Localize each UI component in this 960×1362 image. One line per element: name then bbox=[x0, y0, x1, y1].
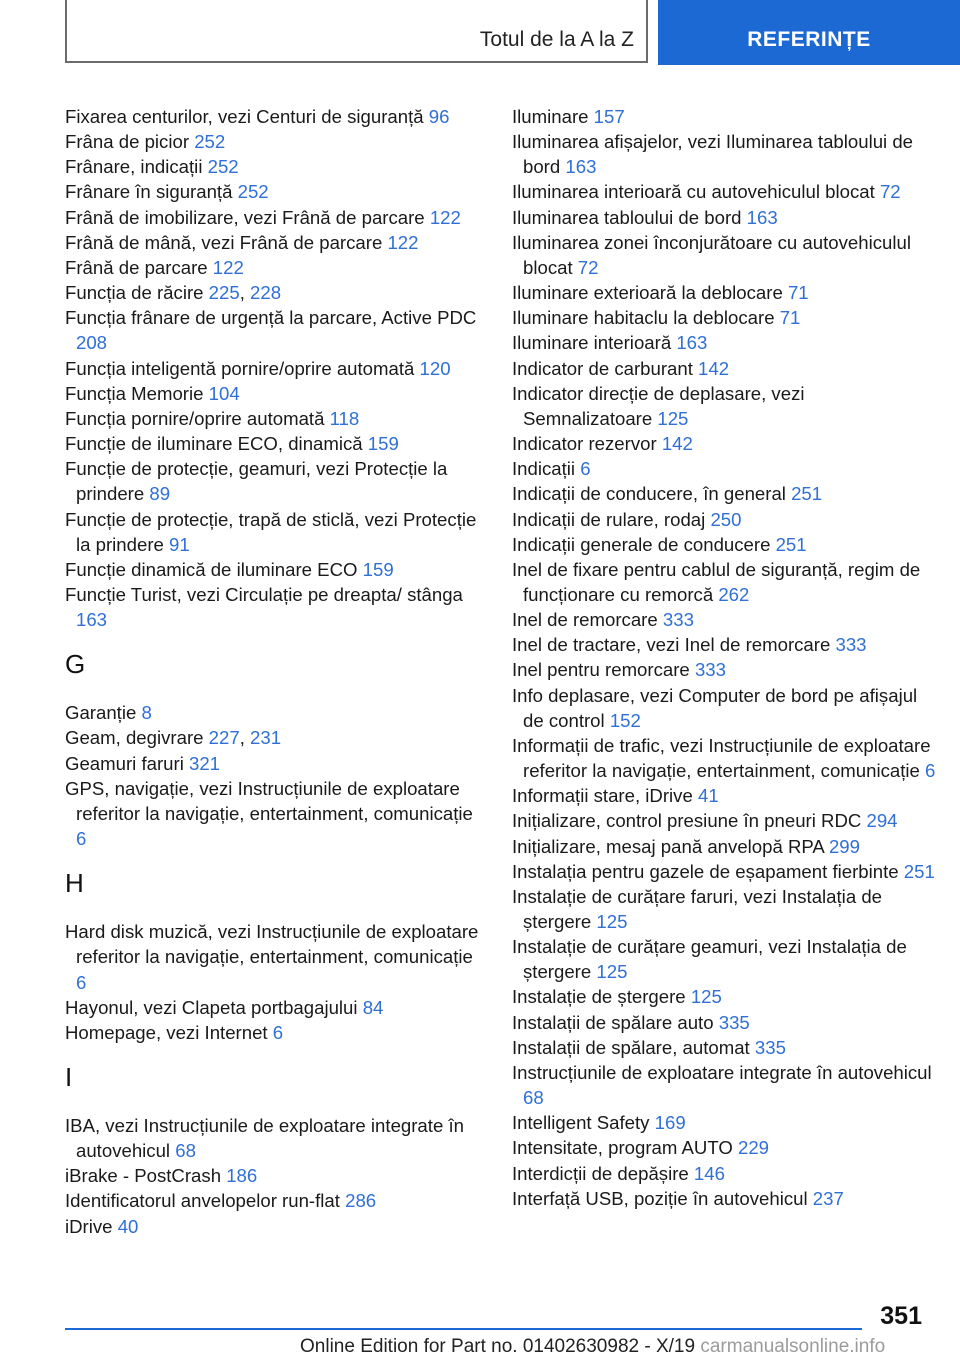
index-entry-text: Hard disk muzică, vezi Instrucțiunile de exploatare referitor la navigație, entertainment, comunicație bbox=[65, 921, 479, 968]
index-entry bbox=[512, 607, 937, 632]
page-link[interactable]: 333 bbox=[662, 609, 694, 631]
index-entry-text: Fixarea centurilor, vezi Centuri de siguranță bbox=[65, 106, 429, 127]
page-link[interactable]: 122 bbox=[429, 206, 461, 228]
index-entry bbox=[65, 557, 485, 582]
index-entry-text: Intensitate, program AUTO bbox=[512, 1137, 738, 1159]
index-entry-text: Iluminare bbox=[512, 106, 594, 127]
index-entry bbox=[512, 733, 937, 783]
index-entry bbox=[65, 381, 485, 406]
page-link[interactable]: 250 bbox=[710, 508, 742, 530]
index-letter-heading: I bbox=[65, 1062, 73, 1092]
index-entry-text: Instalație de ștergere bbox=[512, 986, 691, 1008]
index-entry bbox=[512, 280, 937, 305]
index-entry-text: iBrake - PostCrash bbox=[65, 1165, 227, 1187]
index-entry-text: Funcția frânare de urgență la parcare, Active PDC bbox=[65, 307, 477, 329]
index-entry bbox=[65, 582, 485, 632]
index-entry bbox=[65, 776, 485, 851]
index-entry bbox=[512, 834, 937, 859]
index-entry bbox=[65, 255, 485, 280]
page-link[interactable]: 152 bbox=[609, 709, 641, 731]
index-entry bbox=[512, 934, 937, 984]
page-link[interactable]: 120 bbox=[419, 357, 451, 379]
index-entry-text: Frână de mână, vezi Frână de parcare bbox=[65, 231, 388, 253]
index-entry bbox=[65, 205, 485, 230]
index-entry: Geam, degivrare 227, 231 bbox=[65, 727, 282, 749]
index-entry bbox=[512, 557, 937, 607]
index-letter-heading: G bbox=[65, 649, 86, 680]
page-link[interactable]: 68 bbox=[523, 1087, 544, 1109]
index-entry bbox=[65, 104, 485, 129]
index-entry-text: Inel de remorcare bbox=[512, 609, 663, 631]
index-entry-text: Instalația pentru gazele de eșapament fierbinte bbox=[512, 860, 904, 882]
index-entry-text: Info deplasare, vezi Computer de bord pe afișajul de control bbox=[512, 684, 918, 731]
index-entry-text: Instalații de spălare auto bbox=[512, 1011, 719, 1033]
page-link[interactable]: 163 bbox=[746, 206, 778, 228]
index-entry-text: Inel de tractare, vezi Inel de remorcare bbox=[512, 634, 836, 656]
page-link[interactable]: 6 bbox=[580, 458, 591, 480]
index-entry bbox=[512, 456, 937, 481]
index-entry-text: Funcție de protecție, geamuri, vezi Protecție la prindere bbox=[65, 458, 448, 505]
page-link[interactable]: 118 bbox=[329, 407, 360, 429]
page-link[interactable]: 208 bbox=[76, 332, 108, 354]
page-link[interactable]: 251 bbox=[775, 533, 807, 555]
page-link[interactable]: 71 bbox=[779, 307, 801, 329]
index-entry bbox=[65, 1020, 485, 1045]
page-link[interactable]: 333 bbox=[694, 659, 726, 681]
page-header bbox=[0, 0, 960, 66]
index-entry bbox=[65, 751, 485, 776]
index-entry-text: Indicator de carburant bbox=[512, 357, 699, 379]
footer bbox=[300, 1336, 885, 1358]
footer-divider bbox=[65, 1328, 862, 1330]
index-entry bbox=[65, 919, 485, 994]
index-entry bbox=[65, 179, 485, 204]
index-entry bbox=[512, 1010, 937, 1035]
index-entry bbox=[65, 700, 485, 725]
page-link[interactable]: 333 bbox=[835, 634, 867, 656]
page-link[interactable]: 251 bbox=[903, 860, 935, 882]
index-entry bbox=[65, 1113, 485, 1163]
index-entry-text: Inel de fixare pentru cablul de siguranță, regim de funcționare cu remorcă bbox=[512, 558, 921, 605]
chapter-tab bbox=[658, 0, 960, 65]
index-entry bbox=[512, 657, 937, 682]
index-entry bbox=[512, 532, 937, 557]
page-link[interactable]: 252 bbox=[194, 131, 226, 153]
index-entry bbox=[512, 481, 937, 506]
index-entry bbox=[65, 1163, 485, 1188]
index-entry-text: Funcția Memorie bbox=[65, 382, 209, 404]
page-link[interactable]: 251 bbox=[791, 483, 823, 505]
index-entry bbox=[512, 984, 937, 1009]
index-entry-text: Intelligent Safety bbox=[512, 1112, 655, 1134]
section-title: Totul de la A la Z bbox=[479, 28, 634, 51]
page-link[interactable]: 125 bbox=[657, 407, 689, 429]
page-link[interactable]: 68 bbox=[175, 1140, 196, 1162]
index-entry bbox=[512, 1161, 937, 1186]
index-entry-text: Funcție de protecție, trapă de sticlă, vezi Protecție la prindere bbox=[65, 508, 477, 555]
page-link[interactable]: 163 bbox=[76, 609, 108, 631]
index-entry bbox=[512, 129, 937, 179]
index-entry bbox=[512, 381, 937, 431]
page-link[interactable]: 321 bbox=[189, 752, 221, 774]
index-entry bbox=[65, 406, 485, 431]
index-entry bbox=[512, 783, 937, 808]
page-link[interactable]: 252 bbox=[237, 181, 269, 203]
page-link[interactable]: 122 bbox=[387, 231, 419, 253]
page-link[interactable]: 252 bbox=[207, 156, 239, 178]
index-entry bbox=[512, 632, 937, 657]
page-link[interactable]: 335 bbox=[718, 1011, 750, 1033]
index-entry-text: Interfață USB, poziție în autovehicul bbox=[512, 1187, 813, 1209]
index-entry bbox=[65, 230, 485, 255]
index-entry-text: Inel pentru remorcare bbox=[512, 659, 695, 681]
index-entry bbox=[65, 154, 485, 179]
index-entry bbox=[65, 129, 485, 154]
page-link[interactable]: 72 bbox=[879, 181, 901, 203]
index-entry-text: Indicații de rulare, rodaj bbox=[512, 508, 711, 530]
page-link[interactable]: 91 bbox=[169, 533, 190, 555]
page-link[interactable]: 96 bbox=[428, 106, 450, 127]
index-entry-text: Funcția de răcire bbox=[65, 282, 209, 304]
page-link[interactable]: 125 bbox=[596, 911, 628, 932]
index-entry bbox=[512, 1035, 937, 1060]
index-entry bbox=[512, 1135, 937, 1160]
page-link[interactable]: 237 bbox=[812, 1187, 844, 1209]
index-entry-text: Iluminare exterioară la deblocare bbox=[512, 282, 788, 304]
index-entry-text: Frânare, indicații bbox=[65, 156, 208, 178]
page-link[interactable]: 71 bbox=[787, 282, 809, 304]
index-entry-text: Geam, degivrare bbox=[65, 727, 209, 749]
index-entry-text: Hayonul, vezi Clapeta portbagajului bbox=[65, 996, 363, 1018]
page-link[interactable]: 157 bbox=[593, 106, 625, 127]
page-link[interactable]: 186 bbox=[226, 1165, 258, 1187]
page-link[interactable]: 231 bbox=[250, 727, 282, 749]
page-link[interactable]: 122 bbox=[212, 256, 244, 278]
index-entry bbox=[65, 995, 485, 1020]
page-link[interactable]: 159 bbox=[367, 433, 399, 455]
index-entry-text: Iluminare interioară bbox=[512, 332, 677, 354]
page-link[interactable]: 89 bbox=[149, 483, 171, 505]
index-entry bbox=[512, 205, 937, 230]
page-link[interactable]: 229 bbox=[738, 1137, 770, 1159]
page-link[interactable]: 6 bbox=[272, 1021, 284, 1043]
index-entry bbox=[512, 507, 937, 532]
page-number: 351 bbox=[880, 1302, 922, 1330]
index-entry-text: Funcție de iluminare ECO, dinamică bbox=[65, 433, 368, 455]
index-entry-text: Homepage, vezi Internet bbox=[65, 1021, 273, 1043]
index-entry-text: Indicator rezervor bbox=[512, 433, 662, 455]
index-entry-text: Indicator direcție de deplasare, vezi Semnalizatoare bbox=[512, 382, 805, 429]
footer-edition: Online Edition for Part no. 01402630982 - X/19 bbox=[300, 1336, 696, 1357]
index-entry bbox=[65, 1188, 485, 1213]
index-entry-text: Interdicții de depășire bbox=[512, 1162, 694, 1184]
page-link[interactable]: 299 bbox=[828, 835, 860, 857]
page-link[interactable]: 104 bbox=[208, 382, 240, 404]
index-entry bbox=[512, 330, 937, 355]
index-entry-text: Inițializare, control presiune în pneuri RDC bbox=[512, 810, 867, 832]
index-entry-text: Informații stare, iDrive bbox=[512, 785, 698, 807]
index-entry-text: Inițializare, mesaj pană anvelopă RPA bbox=[512, 835, 829, 857]
footer-watermark: carmanualsonline.info bbox=[700, 1336, 886, 1357]
page-link[interactable]: 40 bbox=[117, 1215, 139, 1237]
index-entry bbox=[65, 305, 485, 355]
page-link[interactable]: 125 bbox=[596, 961, 628, 983]
page-link[interactable]: 41 bbox=[697, 785, 719, 807]
index-entry bbox=[512, 431, 937, 456]
index-entry bbox=[512, 104, 937, 129]
page-link[interactable]: 225 bbox=[208, 282, 240, 304]
index-entry bbox=[512, 808, 937, 833]
index-entry-text: Instalații de spălare, automat bbox=[512, 1036, 755, 1058]
index-entry: Funcția de răcire 225, 228 bbox=[65, 282, 282, 304]
index-entry-text: Funcție Turist, vezi Circulație pe dreapta/ stânga bbox=[65, 583, 463, 605]
page-link[interactable]: 163 bbox=[676, 332, 708, 354]
index-entry-text: Iluminarea zonei înconjurătoare cu autovehiculul blocat bbox=[512, 231, 911, 278]
index-entry-text: Frână de imobilizare, vezi Frână de parcare bbox=[65, 206, 430, 228]
index-entry-text: Frâna de picior bbox=[65, 131, 195, 153]
page-link[interactable]: 286 bbox=[345, 1190, 377, 1212]
index-entry-text: Instalație de curățare faruri, vezi Instalația de ștergere bbox=[512, 885, 883, 932]
page-link[interactable]: 227 bbox=[208, 727, 240, 749]
index-entry bbox=[512, 1186, 937, 1211]
index-entry-text: Indicații bbox=[512, 458, 581, 480]
index-entry bbox=[65, 1214, 485, 1239]
index-entry-text: Funcția pornire/oprire automată bbox=[65, 407, 330, 429]
index-entry bbox=[65, 356, 485, 381]
index-entry-text: Instrucțiunile de exploatare integrate în autovehicul bbox=[512, 1061, 932, 1083]
index-entry bbox=[512, 305, 937, 330]
index-entry-text: GPS, navigație, vezi Instrucțiunile de exploatare referitor la navigație, entertainment, comunicație bbox=[65, 777, 473, 824]
page-link[interactable]: 294 bbox=[866, 810, 898, 832]
index-column-left bbox=[65, 104, 485, 1239]
page-link[interactable]: 8 bbox=[141, 702, 152, 724]
page-link[interactable]: 125 bbox=[690, 986, 722, 1008]
page-link[interactable]: 335 bbox=[754, 1036, 786, 1058]
page-link[interactable]: 262 bbox=[718, 583, 750, 605]
page-link[interactable]: 169 bbox=[654, 1112, 686, 1134]
index-entry bbox=[65, 431, 485, 456]
index-entry bbox=[512, 1110, 937, 1135]
index-entry-text: IBA, vezi Instrucțiunile de exploatare integrate în autovehicul bbox=[65, 1115, 464, 1162]
index-entry bbox=[512, 859, 937, 884]
page-link[interactable]: 142 bbox=[661, 433, 693, 455]
index-entry-text: Frânare în siguranță bbox=[65, 181, 238, 203]
page-link[interactable]: 6 bbox=[925, 760, 936, 782]
section-tab bbox=[65, 0, 648, 63]
index-entry-text: Iluminare habitaclu la deblocare bbox=[512, 307, 780, 329]
index-entry-text: Funcție dinamică de iluminare ECO bbox=[65, 558, 363, 580]
index-entry-text: Frână de parcare bbox=[65, 256, 213, 278]
page-link[interactable]: 228 bbox=[250, 282, 282, 304]
index-entry bbox=[512, 1060, 937, 1110]
index-column-right bbox=[512, 104, 937, 1211]
page-link[interactable]: 6 bbox=[76, 971, 87, 993]
page-link[interactable]: 142 bbox=[698, 357, 730, 379]
index-entry-text: Informații de trafic, vezi Instrucțiunile de exploatare referitor la navigație, entertainment, comunicație bbox=[512, 734, 931, 782]
index-entry-text: Instalație de curățare geamuri, vezi Instalația de ștergere bbox=[512, 936, 907, 983]
page-link[interactable]: 72 bbox=[577, 256, 599, 278]
index-entry bbox=[512, 179, 937, 204]
index-entry-text: Funcția inteligentă pornire/oprire automată bbox=[65, 357, 420, 379]
index-entry-text: Iluminarea afișajelor, vezi Iluminarea tabloului de bord bbox=[512, 131, 914, 178]
index-entry bbox=[65, 456, 485, 506]
index-entry bbox=[512, 356, 937, 381]
page-link[interactable]: 84 bbox=[362, 996, 384, 1018]
index-letter-heading: H bbox=[65, 868, 84, 899]
index-entry-text: iDrive bbox=[65, 1215, 118, 1237]
chapter-title: REFERINȚE bbox=[747, 28, 871, 51]
index-entry bbox=[512, 683, 937, 733]
index-entry bbox=[512, 884, 937, 934]
index-entry-text: Iluminarea interioară cu autovehiculul blocat bbox=[512, 181, 880, 203]
index-entry bbox=[65, 507, 485, 557]
page-link[interactable]: 163 bbox=[565, 156, 597, 178]
index-entry-text: Identificatorul anvelopelor run-flat bbox=[65, 1190, 346, 1212]
index-entry bbox=[512, 230, 937, 280]
index-entry-text: Iluminarea tabloului de bord bbox=[512, 206, 747, 228]
index-entry-text: Indicații generale de conducere bbox=[512, 533, 776, 555]
index-entry-text: Garanție bbox=[65, 702, 142, 724]
page-link[interactable]: 159 bbox=[362, 558, 394, 580]
page-link[interactable]: 6 bbox=[76, 828, 87, 850]
index-entry-text: Geamuri faruri bbox=[65, 752, 189, 774]
index-entry-text: Indicații de conducere, în general bbox=[512, 483, 792, 505]
page-link[interactable]: 146 bbox=[693, 1162, 725, 1184]
